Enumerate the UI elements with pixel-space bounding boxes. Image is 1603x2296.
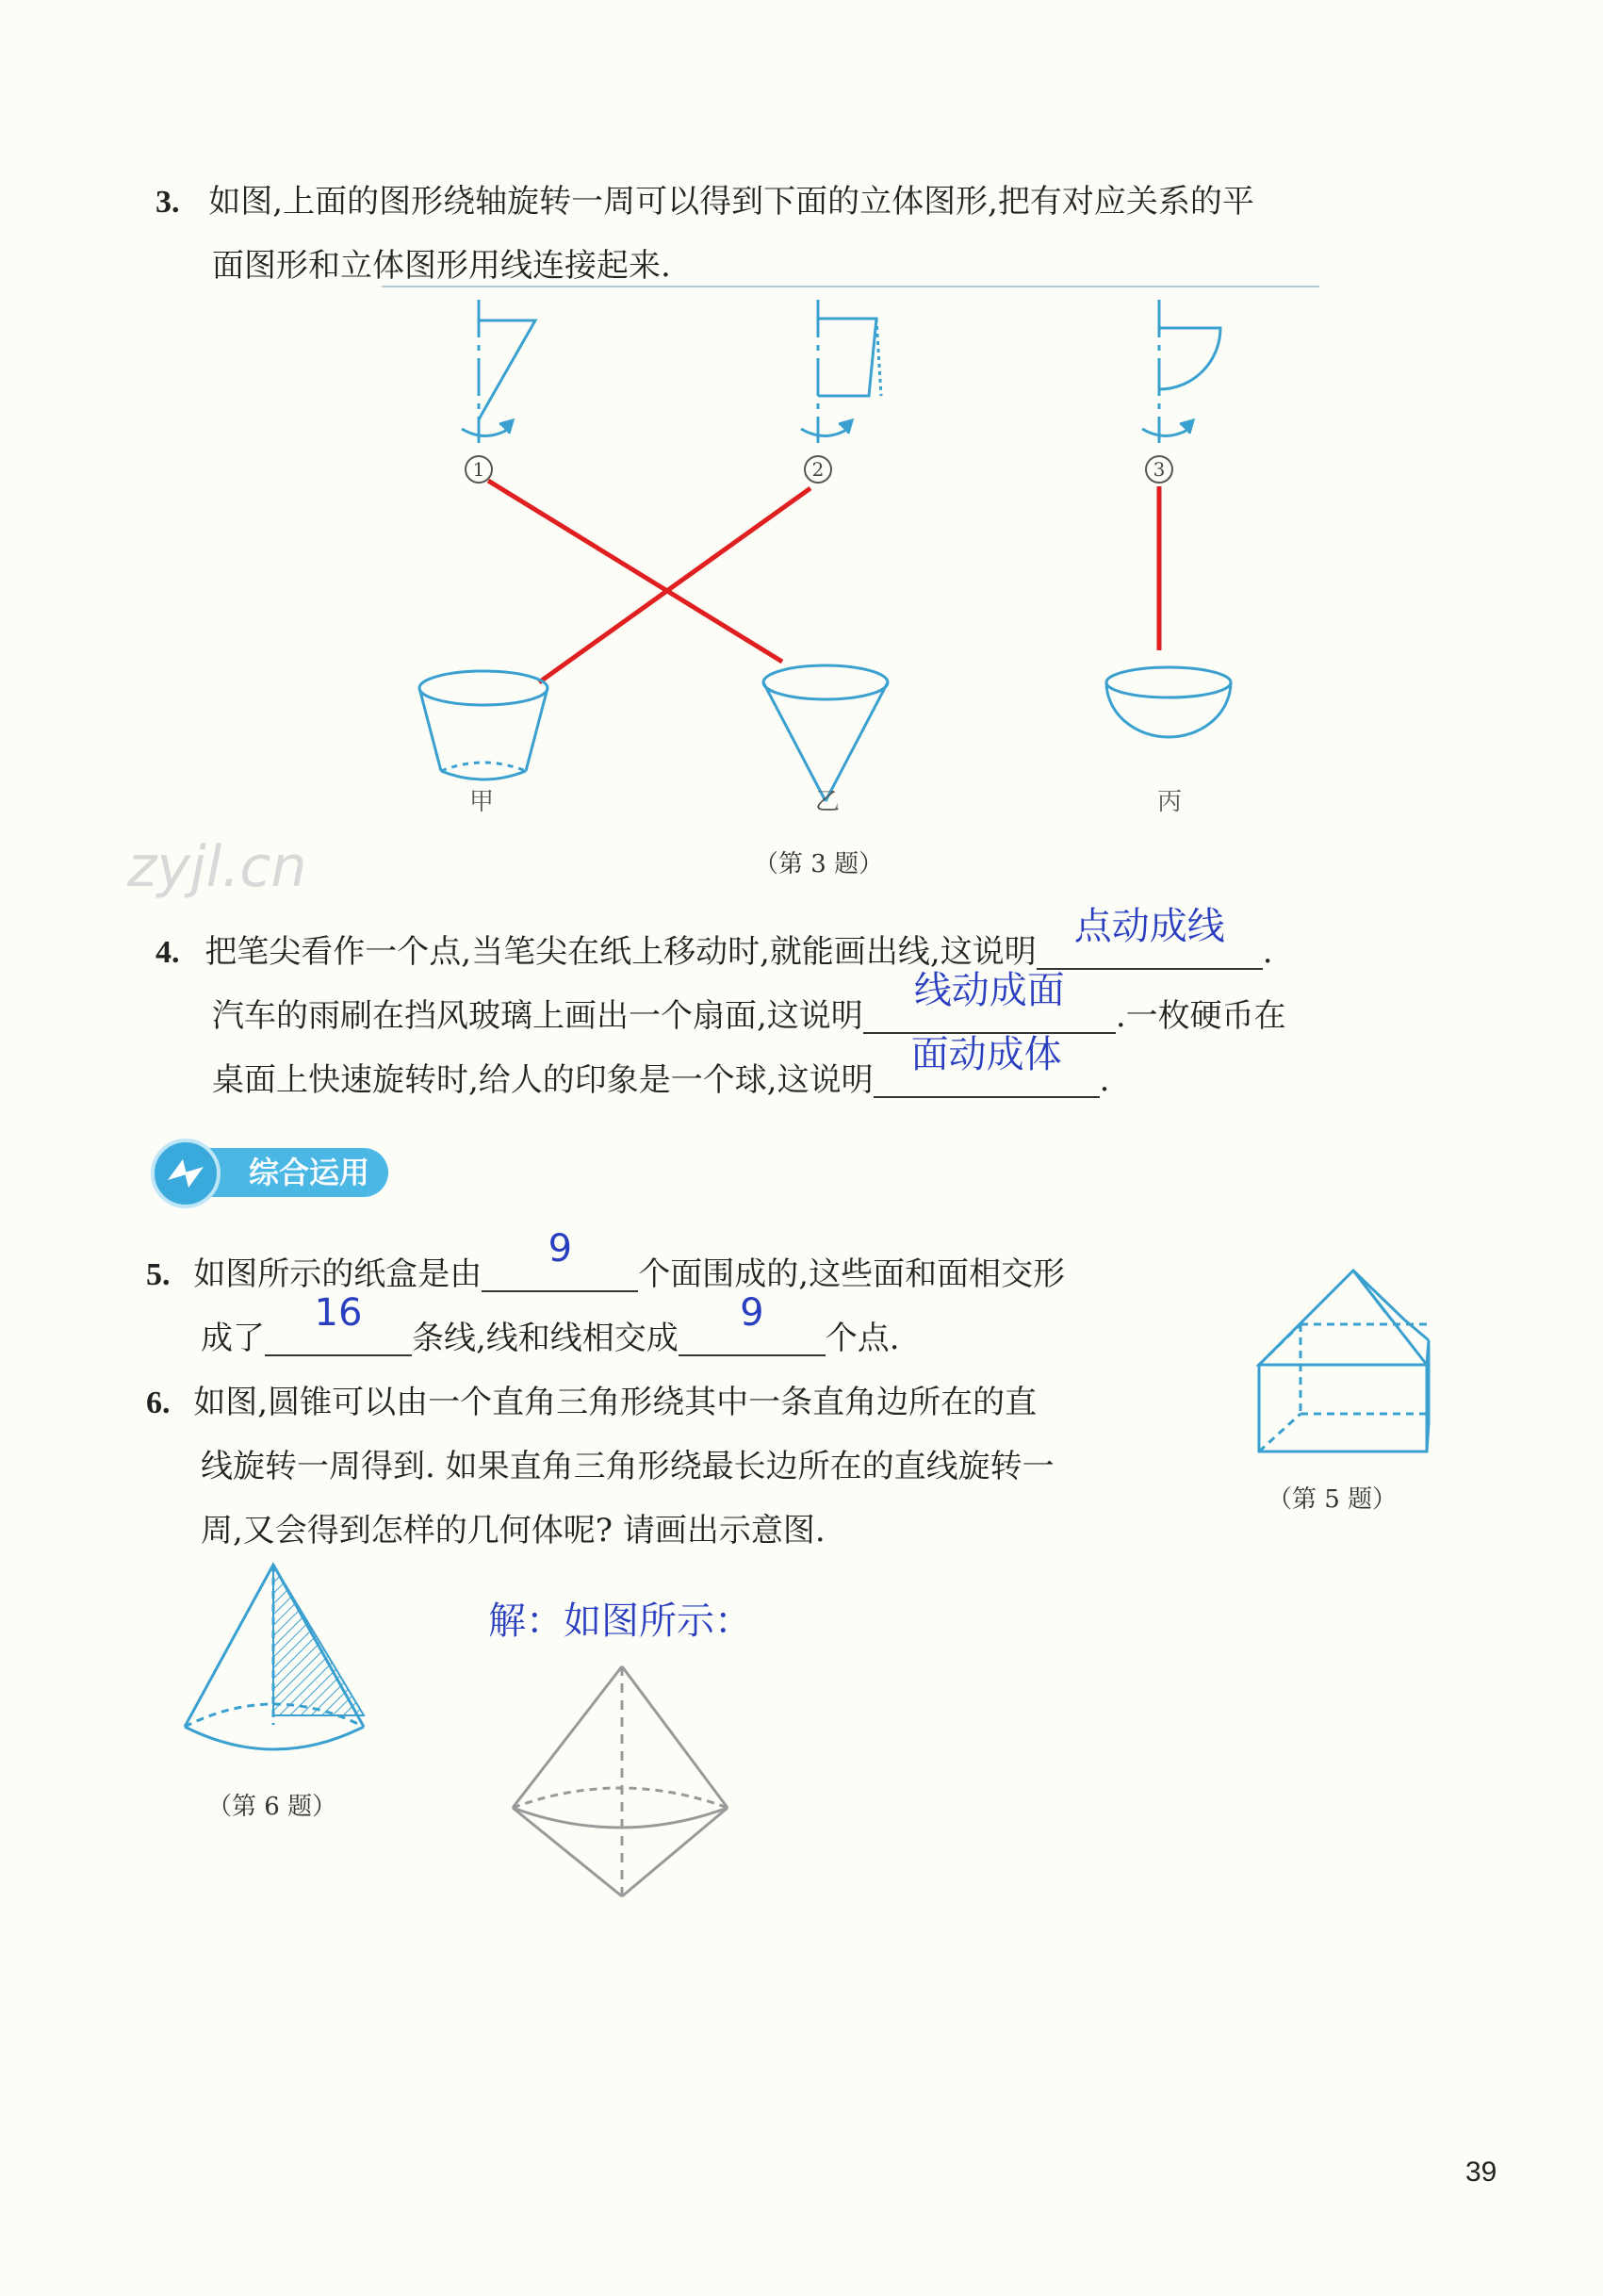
marker-3: 3 xyxy=(1153,458,1166,481)
q6-number: 6. xyxy=(146,1386,171,1420)
q6-line3: 周,又会得到怎样的几何体呢? 请画出示意图. xyxy=(201,1512,826,1550)
q6-line2: 线旋转一周得到. 如果直角三角形绕最长边所在的直线旋转一 xyxy=(201,1448,1055,1485)
q5-caption: （第 5 题） xyxy=(1268,1485,1398,1514)
q5-number: 5. xyxy=(146,1257,171,1292)
q6-solution-text: 解：如图所示： xyxy=(488,1599,752,1643)
q4-number: 4. xyxy=(155,935,180,970)
q5-line2-text: 成了 xyxy=(201,1320,265,1357)
q5-answer-faces: 9 xyxy=(548,1227,573,1271)
q5-line1-end: 个面围成的,这些面和面相交形 xyxy=(638,1255,1066,1293)
q5-line2-mid: 条线,线和线相交成 xyxy=(412,1320,679,1357)
q5-answer-edges: 16 xyxy=(314,1291,363,1335)
q4-line1-text: 把笔尖看作一个点,当笔尖在纸上移动时,就能画出线,这说明 xyxy=(204,933,1037,971)
q4-line2-end: .一枚硬币在 xyxy=(1115,997,1286,1035)
q4-answer-3: 面动成体 xyxy=(910,1033,1062,1076)
page-number: 39 xyxy=(1465,2157,1497,2188)
solid-label-bing: 丙 xyxy=(1157,788,1183,816)
solid-label-yi: 乙 xyxy=(815,788,841,816)
q5-line2-end: 个点. xyxy=(825,1320,900,1357)
q4-line3-end: . xyxy=(1099,1061,1110,1099)
q5-line1-text: 如图所示的纸盒是由 xyxy=(193,1255,483,1293)
q3-line2: 面图形和立体图形用线连接起来. xyxy=(212,247,671,285)
q4-answer-2: 线动成面 xyxy=(913,969,1065,1012)
q4-line2-text: 汽车的雨刷在挡风玻璃上画出一个扇面,这说明 xyxy=(212,997,863,1035)
q3-line1: 如图,上面的图形绕轴旋转一周可以得到下面的立体图形,把有对应关系的平 xyxy=(208,183,1254,221)
q4-answer-1: 点动成线 xyxy=(1073,905,1225,948)
q3-number: 3. xyxy=(155,185,180,220)
section-header: 综合运用 xyxy=(175,1148,388,1197)
marker-2: 2 xyxy=(811,458,825,481)
q5-answer-points: 9 xyxy=(740,1291,764,1335)
solid-label-jia: 甲 xyxy=(469,788,495,816)
q4-line1-end: . xyxy=(1262,933,1273,971)
q6-line1-text: 如图,圆锥可以由一个直角三角形绕其中一条直角边所在的直 xyxy=(193,1384,1038,1421)
q4-line3-text: 桌面上快速旋转时,给人的印象是一个球,这说明 xyxy=(212,1061,874,1099)
q6-caption: （第 6 题） xyxy=(207,1793,337,1821)
marker-1: 1 xyxy=(472,458,485,481)
q3-caption: （第 3 题） xyxy=(754,850,884,878)
watermark: zyjl.cn xyxy=(127,834,307,900)
